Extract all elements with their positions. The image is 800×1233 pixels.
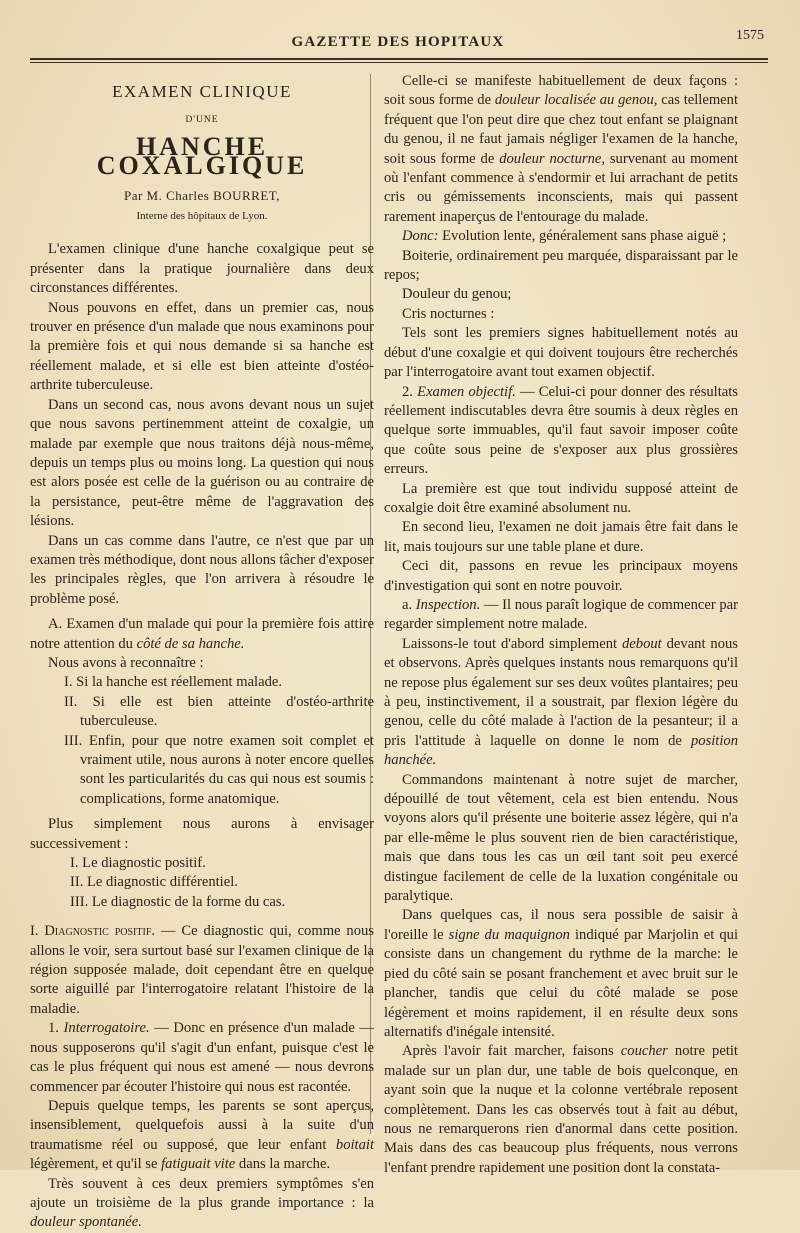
paragraph: L'examen clinique d'une hanche coxalgique peut se présenter dans la pratique journalière dans deux circonstances différentes. bbox=[30, 241, 374, 297]
left-column bbox=[30, 74, 374, 1233]
list-item: II. Le diagnostic différentiel. bbox=[70, 874, 238, 891]
paragraph: Dans un second cas, nous avons devant nous un sujet que nous savons pertinemment atteint de coxalgie, un malade par exemple que nous traitons déjà nous-même, depuis un temps plus ou moins long. La question qui nous est alors posée est celle de la guérison ou au contraire de la persistance, peut-être même de l'aggravation des lésions. bbox=[30, 396, 374, 530]
paragraph: Depuis quelque temps, les parents se sont aperçus, insensiblement, quelquefois aussi à la suite d'un traumatisme réel ou supposé, que leur enfant boitait légèrement, et qu'il se fatiguait vite dans la marche. bbox=[30, 1097, 374, 1173]
paragraph: Ceci dit, passons en revue les principaux moyens d'investigation qui sont en notre pouvoir. bbox=[384, 558, 738, 594]
diagnosis-list bbox=[30, 854, 374, 912]
page-number: 1575 bbox=[736, 28, 764, 43]
affiliation: Interne des hôpitaux de Lyon. bbox=[136, 210, 268, 223]
paragraph: 1. Interrogatoire. — Donc en présence d'un malade — nous supposerons qu'il s'agit d'un enfant, puisque c'est le cas le plus fréquent qui nous est amené — nous devrons commencer par écouter l'histoire qui nous est racontée. bbox=[30, 1020, 375, 1095]
list-item: II. Si elle est bien atteinte d'ostéo-arthrite tuberculeuse. bbox=[64, 693, 374, 730]
list-item: I. Le diagnostic positif. bbox=[70, 855, 206, 872]
article-title-line1: EXAMEN CLINIQUE bbox=[112, 82, 292, 101]
paragraph: Dans un cas comme dans l'autre, ce n'est que par un examen très méthodique, dont nous allons tâcher d'exposer les principales règles, que l'on arrivera à résoudre le problème posé. bbox=[30, 532, 374, 607]
header-rule-thin bbox=[30, 62, 768, 63]
paragraph: Plus simplement nous aurons à envisager successivement : bbox=[30, 816, 374, 852]
page-header bbox=[28, 28, 768, 52]
list-item: III. Le diagnostic de la forme du cas. bbox=[70, 893, 286, 910]
paragraph: Nous pouvons en effet, dans un premier cas, nous trouver en présence d'un malade que nous examinons pour la première fois et qui nous demande si sa hanche est réellement malade, et si elle est bien atteinte d'ostéo-arthrite tuberculeuse. bbox=[30, 299, 374, 394]
paragraph: Commandons maintenant à notre sujet de marcher, dépouillé de tout vêtement, cela est bien entendu. Nous voyons alors qu'il présente une boiterie assez légère, qui n'a par elle-même le plus souvent rien de bien caractéristique, mais que dans tous les cas un œil tant soit peu exercé distingue facilement de celle de la luxation congénitale ou paralytique. bbox=[384, 771, 738, 905]
journal-title: GAZETTE DES HOPITAUX bbox=[291, 34, 505, 50]
paragraph: Nous avons à reconnaître : bbox=[48, 654, 204, 671]
paragraph: Tels sont les premiers signes habituellement notés au début d'une coxalgie et qui doivent toujours être recherchés par l'interrogatoire avant tout examen objectif. bbox=[384, 325, 738, 381]
paragraph: Laissons-le tout d'abord simplement debout devant nous et observons. Après quelques instants nous remarquons qu'il ne repose plus également sur ses deux voûtes plantaires; peu à peu, instinctivement, il a soustrait, par flexion légère du genou, celle du côté malade à l'action de la pesanteur; il a pris l'attitude à laquelle on donne le nom de position hanchée. bbox=[384, 635, 738, 769]
list-item: I. Si la hanche est réellement malade. bbox=[64, 674, 283, 691]
paragraph: La première est que tout individu supposé atteint de coxalgie doit être examiné absolument nu. bbox=[384, 480, 738, 516]
paragraph: Celle-ci se manifeste habituellement de deux façons : soit sous forme de douleur localisée au genou, cas tellement fréquent que l'on peut dire que chez tout enfant se plaignant du genou, il ne faut jamais négliger l'examen de la hanche, soit sous forme de douleur nocturne, survenant au moment où l'enfant commence à s'endormir et lui arrachant de petits cris ou gémissements inconscients, mais qui passent rarement inaperçus de l'entourage du malade. bbox=[384, 73, 739, 225]
paragraph: A. Examen d'un malade qui pour la première fois attire notre attention du côté de sa hanche. bbox=[30, 616, 374, 652]
paragraph: Douleur du genou; bbox=[402, 286, 512, 303]
article-title: HANCHE COXALGIQUE bbox=[96, 131, 308, 181]
paragraph: Très souvent à ces deux premiers symptômes s'en ajoute un troisième de la plus grande importance : la douleur spontanée. bbox=[30, 1175, 374, 1231]
paragraph: Dans quelques cas, il nous sera possible de saisir à l'oreille le signe du maquignon indiqué par Marjolin et qui consiste dans un changement du rythme de la marche: le pied du côté sain se posant franchement et avec bruit sur le plancher, tandis que celui du côté malade se pose légèrement et moins rapidement, il en résulte deux sons alternatifs d'inégale intensité. bbox=[384, 907, 739, 1040]
article-title-line2: D'UNE bbox=[185, 115, 219, 126]
right-column bbox=[384, 72, 738, 1178]
paragraph: En second lieu, l'examen ne doit jamais être fait dans le lit, mais toujours sur une table plane et dure. bbox=[384, 519, 738, 555]
paragraph: 2. Examen objectif. — Celui-ci pour donner des résultats réellement indiscutables devra être soumis à deux règles en quelque sorte immuables, qu'il faut savoir imposer coûte que coûte sous peine de s'exposer aux plus grossières erreurs. bbox=[384, 383, 738, 478]
paragraph: Boiterie, ordinairement peu marquée, disparaissant par le repos; bbox=[384, 247, 738, 284]
paragraph: Donc: Evolution lente, généralement sans phase aiguë ; bbox=[402, 228, 727, 245]
paragraph: Après l'avoir fait marcher, faisons coucher notre petit malade sur un plan dur, une table de bois quelconque, en ayant soin que la nuque et la colonne vertébrale reposent complètement. Dans les cas observés tout à fait au début, nous ne remarquerons rien d'anormal dans cette position. Mais dans des cas beaucoup plus fréquents, nous verrons l'enfant prendre rapidement une position dont la constata- bbox=[384, 1043, 738, 1176]
list-item: III. Enfin, pour que notre examen soit complet et vraiment utile, nous aurons à noter encore quelles sont les particularités du cas qui nous est soumis : complications, forme anatomique. bbox=[64, 732, 374, 807]
criteria-list bbox=[30, 673, 374, 809]
paragraph: I. Diagnostic positif. — Ce diagnostic qui, comme nous allons le voir, sera surtout basé sur l'examen clinique de la région supposée malade, doit cependant être en quelque sorte aiguillé par l'interrogatoire relatant l'histoire de la maladie. bbox=[30, 923, 374, 1017]
paragraph: a. Inspection. — Il nous paraît logique de commencer par regarder simplement notre malade. bbox=[384, 596, 738, 633]
paragraph: Cris nocturnes : bbox=[402, 305, 495, 322]
header-rule bbox=[30, 58, 768, 60]
byline: Par M. Charles BOURRET, bbox=[123, 187, 281, 203]
